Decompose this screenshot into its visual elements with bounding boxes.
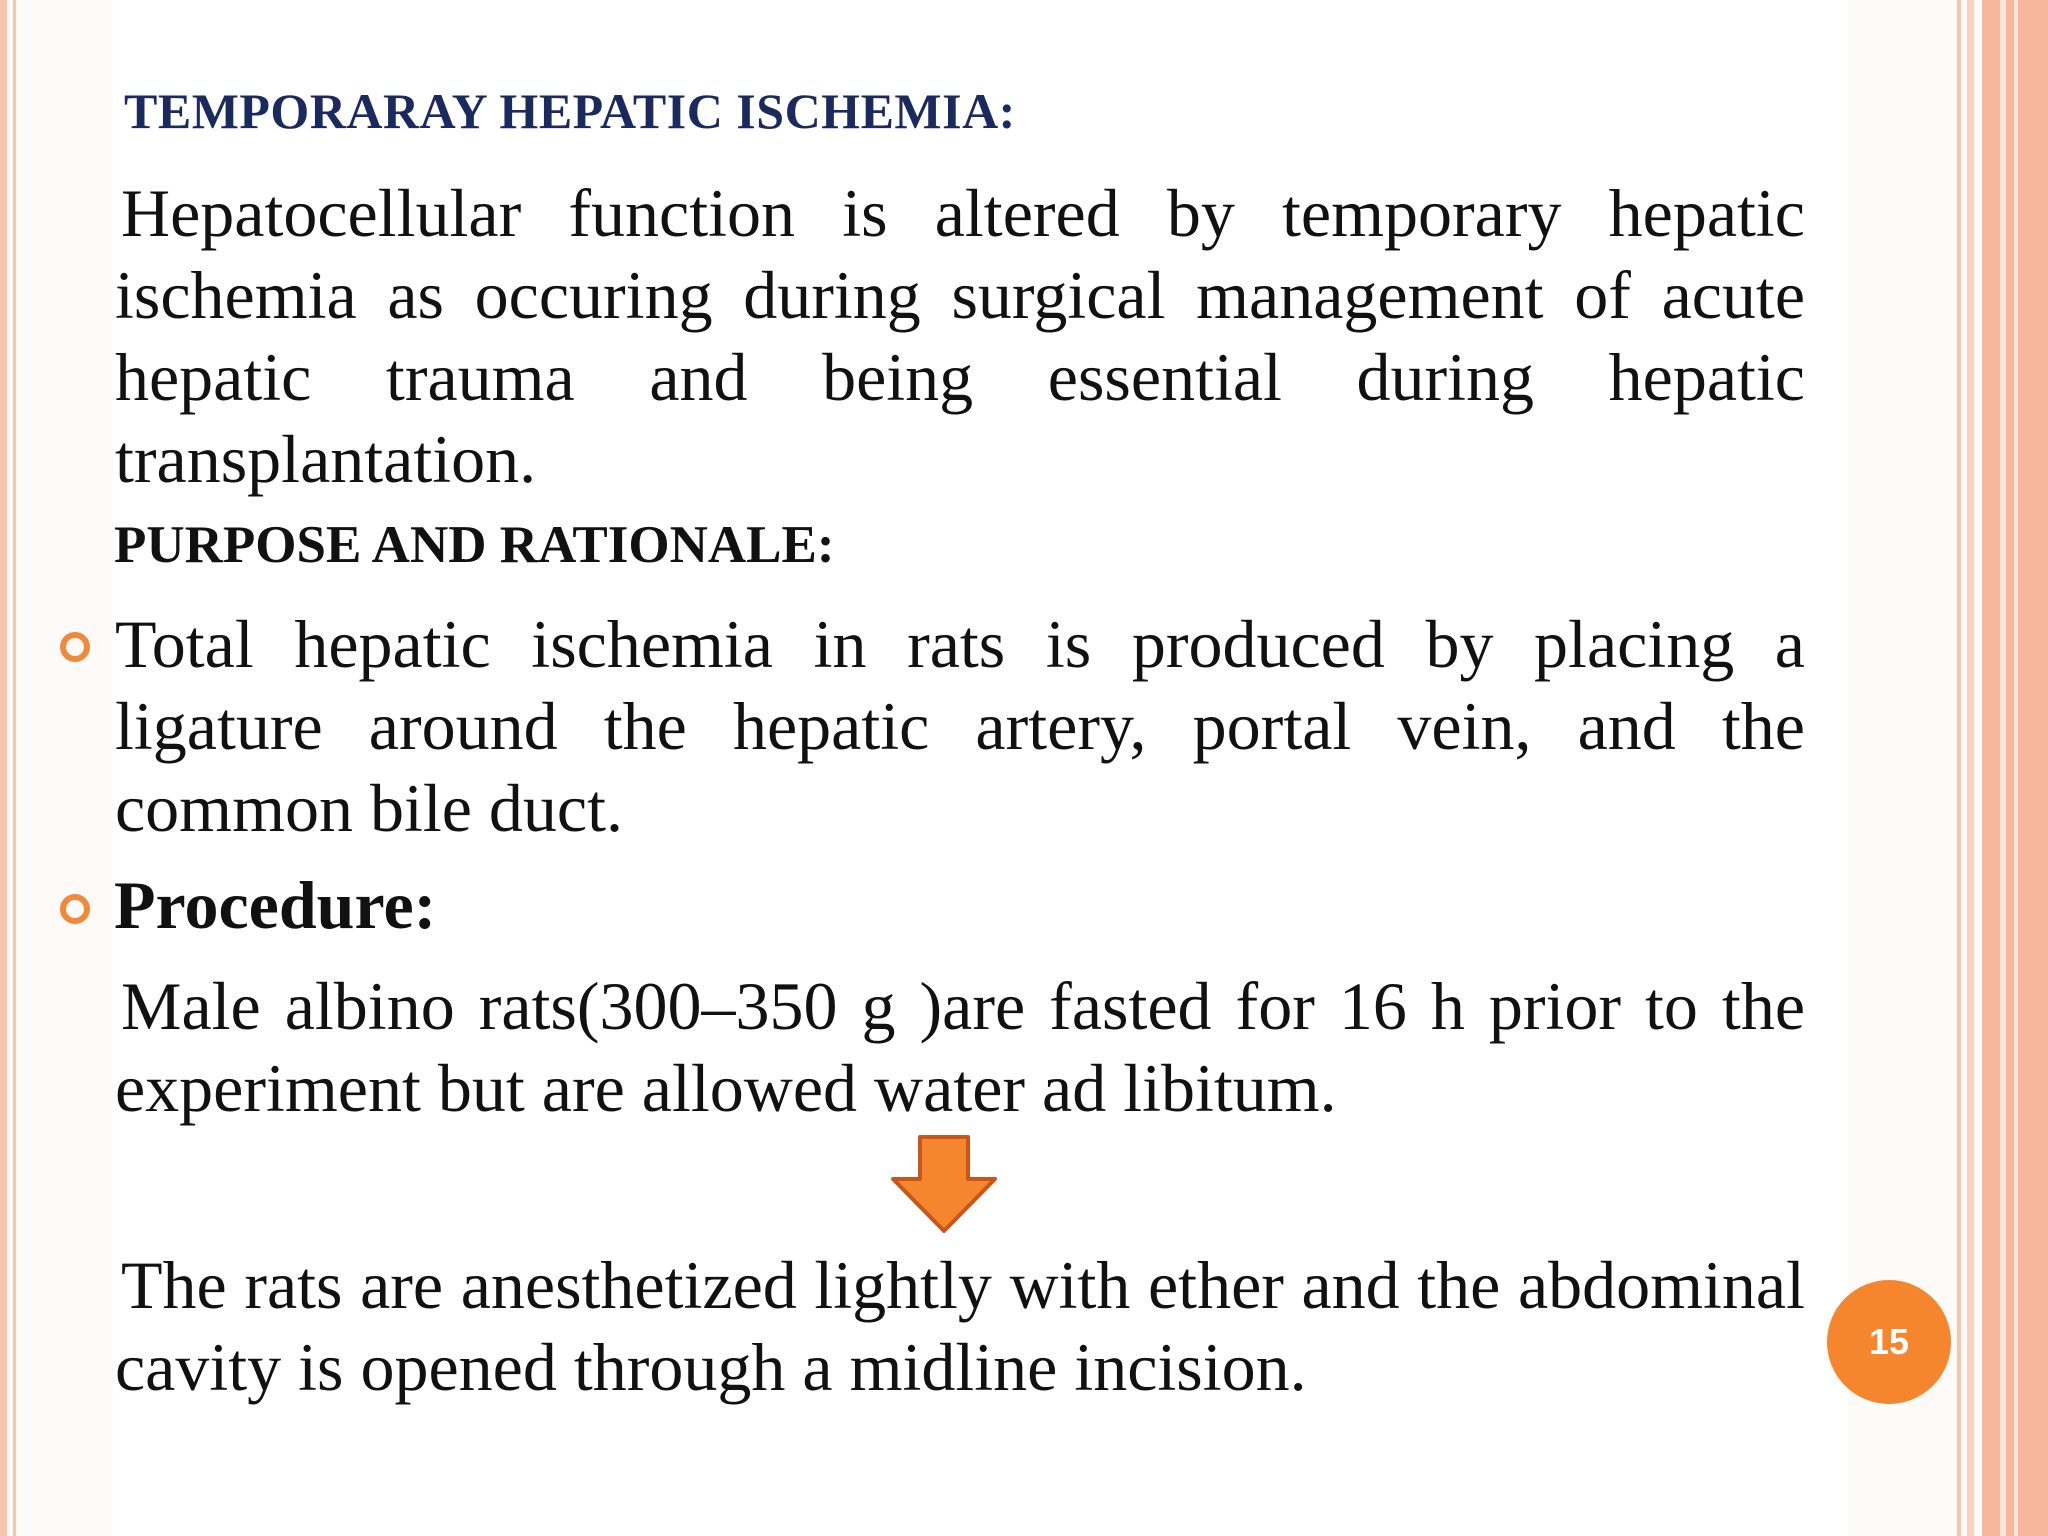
slide-title: TEMPORARAY HEPATIC ISCHEMIA:	[124, 83, 1016, 139]
purpose-paragraph: Total hepatic ischemia in rats is produced by placing a ligature around the hepatic artery, portal vein, and the common bile duct.	[115, 606, 1805, 846]
intro-paragraph: Hepatocellular function is altered by temporary hepatic ischemia as occuring during surgical management of acute hepatic trauma and being essential during hepatic transplantation.	[115, 175, 1805, 497]
right-border-stripe	[2000, 0, 2006, 1536]
hollow-circle-bullet-icon	[60, 894, 90, 924]
purpose-heading: PURPOSE AND RATIONALE:	[114, 516, 835, 574]
right-border-stripe	[2014, 0, 2018, 1536]
procedure-heading: Procedure:	[114, 867, 437, 943]
arrow-down-icon	[888, 1134, 1000, 1236]
left-border-line	[0, 0, 7, 1536]
page-number-badge: 15	[1827, 1280, 1951, 1404]
procedure-step-1: Male albino rats(300–350 g )are fasted for 16 h prior to the experiment but are allowed water ad libitum.	[115, 968, 1805, 1126]
hollow-circle-bullet-icon	[60, 632, 90, 662]
procedure-step-2: The rats are anesthetized lightly with ether and the abdominal cavity is opened through a midline incision.	[115, 1247, 1805, 1405]
right-border-stripe	[1967, 0, 1974, 1536]
right-border-stripe	[1957, 0, 1961, 1536]
left-border-line	[13, 0, 16, 1536]
